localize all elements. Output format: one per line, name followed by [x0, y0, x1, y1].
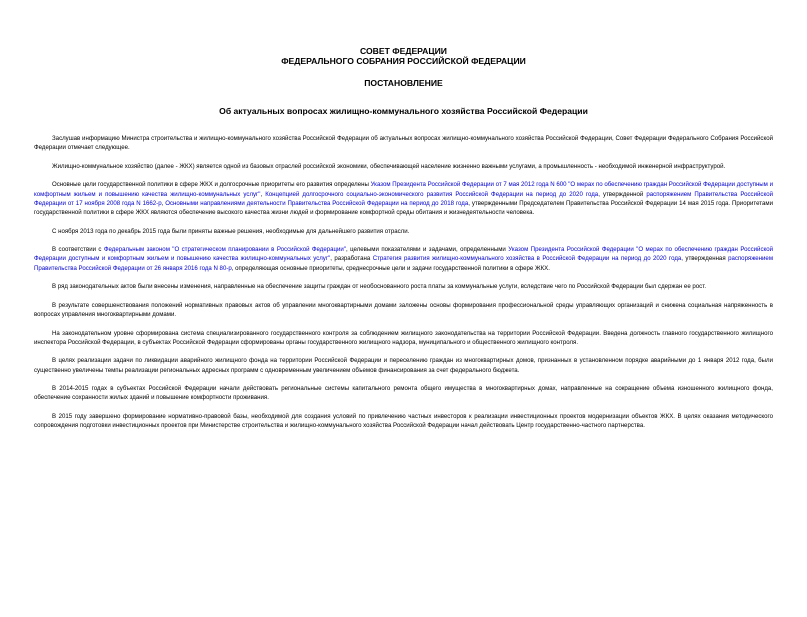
link-government-order-80[interactable]: распоряжением Правительства Российской Федерации от 26 января 2016 года N 80-р [34, 255, 774, 272]
paragraph-4: С ноября 2013 года по декабрь 2015 года были приняты важные решения, необходимые для дальнейшего развития отрасли. [52, 227, 410, 235]
paragraph-3 [34, 180, 773, 217]
paragraph-text: , определяющая основные приоритеты, среднесрочные цели и задачи государственной политики в сфере ЖКХ. [231, 264, 550, 272]
issuer-line-2: ФЕДЕРАЛЬНОГО СОБРАНИЯ РОССИЙСКОЙ ФЕДЕРАЦИИ [281, 56, 526, 66]
link-presidential-decree[interactable]: Указом Президента Российской Федерации "О мерах по обеспечению граждан Российской Федерации доступным и комфортным жильем и повышению качества жилищно-коммунальных услуг" [34, 246, 774, 263]
document-body [34, 134, 773, 430]
document-type: ПОСТАНОВЛЕНИЕ [364, 78, 443, 88]
paragraph-9: В целях реализации задачи по ликвидации аварийного жилищного фонда на территории Российской Федерации и переселению граждан из многоквартирных домов, признанных в установленном порядке аварийными до 1 января 2012 года, были существенно увеличены темпы реализации региональных адресных программ с одновременным увеличением объемов финансирования за счет федерального бюджета. [34, 357, 773, 374]
paragraph-11: В 2015 году завершено формирование нормативно-правовой базы, необходимой для создания условий по привлечению частных инвесторов к реализации инвестиционных проектов модернизации объектов ЖКХ. В целях оказания методического сопровождения подготовки инвестиционных проектов при Министерстве строительства и жилищно-коммунального хозяйства Российской Федерации начал действовать Центр государственно-частного партнерства. [34, 412, 773, 430]
paragraph-text: Основные цели государственной политики в сфере ЖКХ и долгосрочные приоритеты его развития определены [52, 181, 371, 189]
paragraph-text: , утвержденной [598, 190, 647, 198]
document-title: Об актуальных вопросах жилищно-коммунального хозяйства Российской Федерации [219, 106, 588, 116]
paragraph-8: На законодательном уровне сформирована система специализированного государственного контроля за соблюдением жилищного законодательства на территории Российской Федерации. Введена должность главного государственного жилищного инспектора Российской Федерации, в субъектах Российской Федерации сформированы органы государственного жилищного надзора, муниципального и общественного жилищного контроля. [34, 329, 773, 346]
paragraph-text: , утвержденная [681, 255, 729, 263]
issuer-line-1: СОВЕТ ФЕДЕРАЦИИ [360, 46, 447, 56]
paragraph-text: В соответствии с [52, 246, 104, 254]
link-housing-strategy-2020[interactable]: Стратегия развития жилищно-коммунального хозяйства в Российской Федерации на период до 2020 года [372, 255, 682, 263]
paragraph-7: В результате совершенствования положений нормативных правовых актов об управлении многоквартирными домами заложены основы формирования профессиональной среды управляющих организаций и снижена социальная напряженность в вопросах управления многоквартирными домами. [34, 301, 773, 318]
paragraph-text: , целевыми показателями и задачами, определенными [346, 246, 509, 254]
paragraph-6: В ряд законодательных актов были внесены изменения, направленные на обеспечение защиты граждан от необоснованного роста платы за коммунальные услуги, вследствие чего по Российской Федерации был сдержан ее рост. [52, 283, 707, 291]
paragraph-text: , [260, 190, 266, 198]
link-strategic-planning-law[interactable]: Федеральным законом "О стратегическом планировании в Российской Федерации" [103, 246, 346, 254]
link-presidential-decree-600[interactable]: Указом Президента Российской Федерации от 7 мая 2012 года N 600 "О мерах по обеспечению граждан Российской Федерации доступным и комфортным жильем и повышению качества жилищно-коммунальных услуг" [34, 181, 773, 198]
paragraph-text: , [161, 199, 166, 207]
paragraph-10: В 2014-2015 годах в субъектах Российской Федерации начали действовать региональные системы капитального ремонта общего имущества в многоквартирных домах, направленные на сокращение объема изношенного жилищного фонда, обеспечение сохранности жилых зданий и повышение комфортности проживания. [34, 385, 773, 402]
paragraph-2: Жилищно-коммунальное хозяйство (далее - ЖКХ) является одной из базовых отраслей российской экономики, обеспечивающей население жизненно важными услугами, а промышленность - необходимой инженерной инфраструктурой. [52, 162, 726, 170]
paragraph-text: , утвержденными Председателем Правительства Российской Федерации 14 мая 2015 года. Приоритетами государственной политики в сфере ЖКХ являются обеспечение высокого качества жизни людей и формирование комфортной среды обитания и жизнедеятельности человека. [34, 199, 774, 216]
document-page [0, 46, 807, 617]
paragraph-text: , разработана [330, 255, 373, 263]
paragraph-5 [34, 245, 773, 273]
link-government-directions-2018[interactable]: Основными направлениями деятельности Правительства Российской Федерации на период до 2018 года [165, 199, 469, 207]
link-government-order-1662[interactable]: распоряжением Правительства Российской Федерации от 17 ноября 2008 года N 1662-р [34, 190, 773, 207]
paragraph-1: Заслушав информацию Министра строительства и жилищно-коммунального хозяйства Российской Федерации об актуальных вопросах жилищно-коммунального хозяйства Российской Федерации, Совет Федерации Федерального Собрания Российской Федерации отмечает следующее. [34, 135, 773, 152]
link-development-concept-2020[interactable]: Концепцией долгосрочного социально-экономического развития Российской Федерации на период до 2020 года [265, 190, 599, 198]
